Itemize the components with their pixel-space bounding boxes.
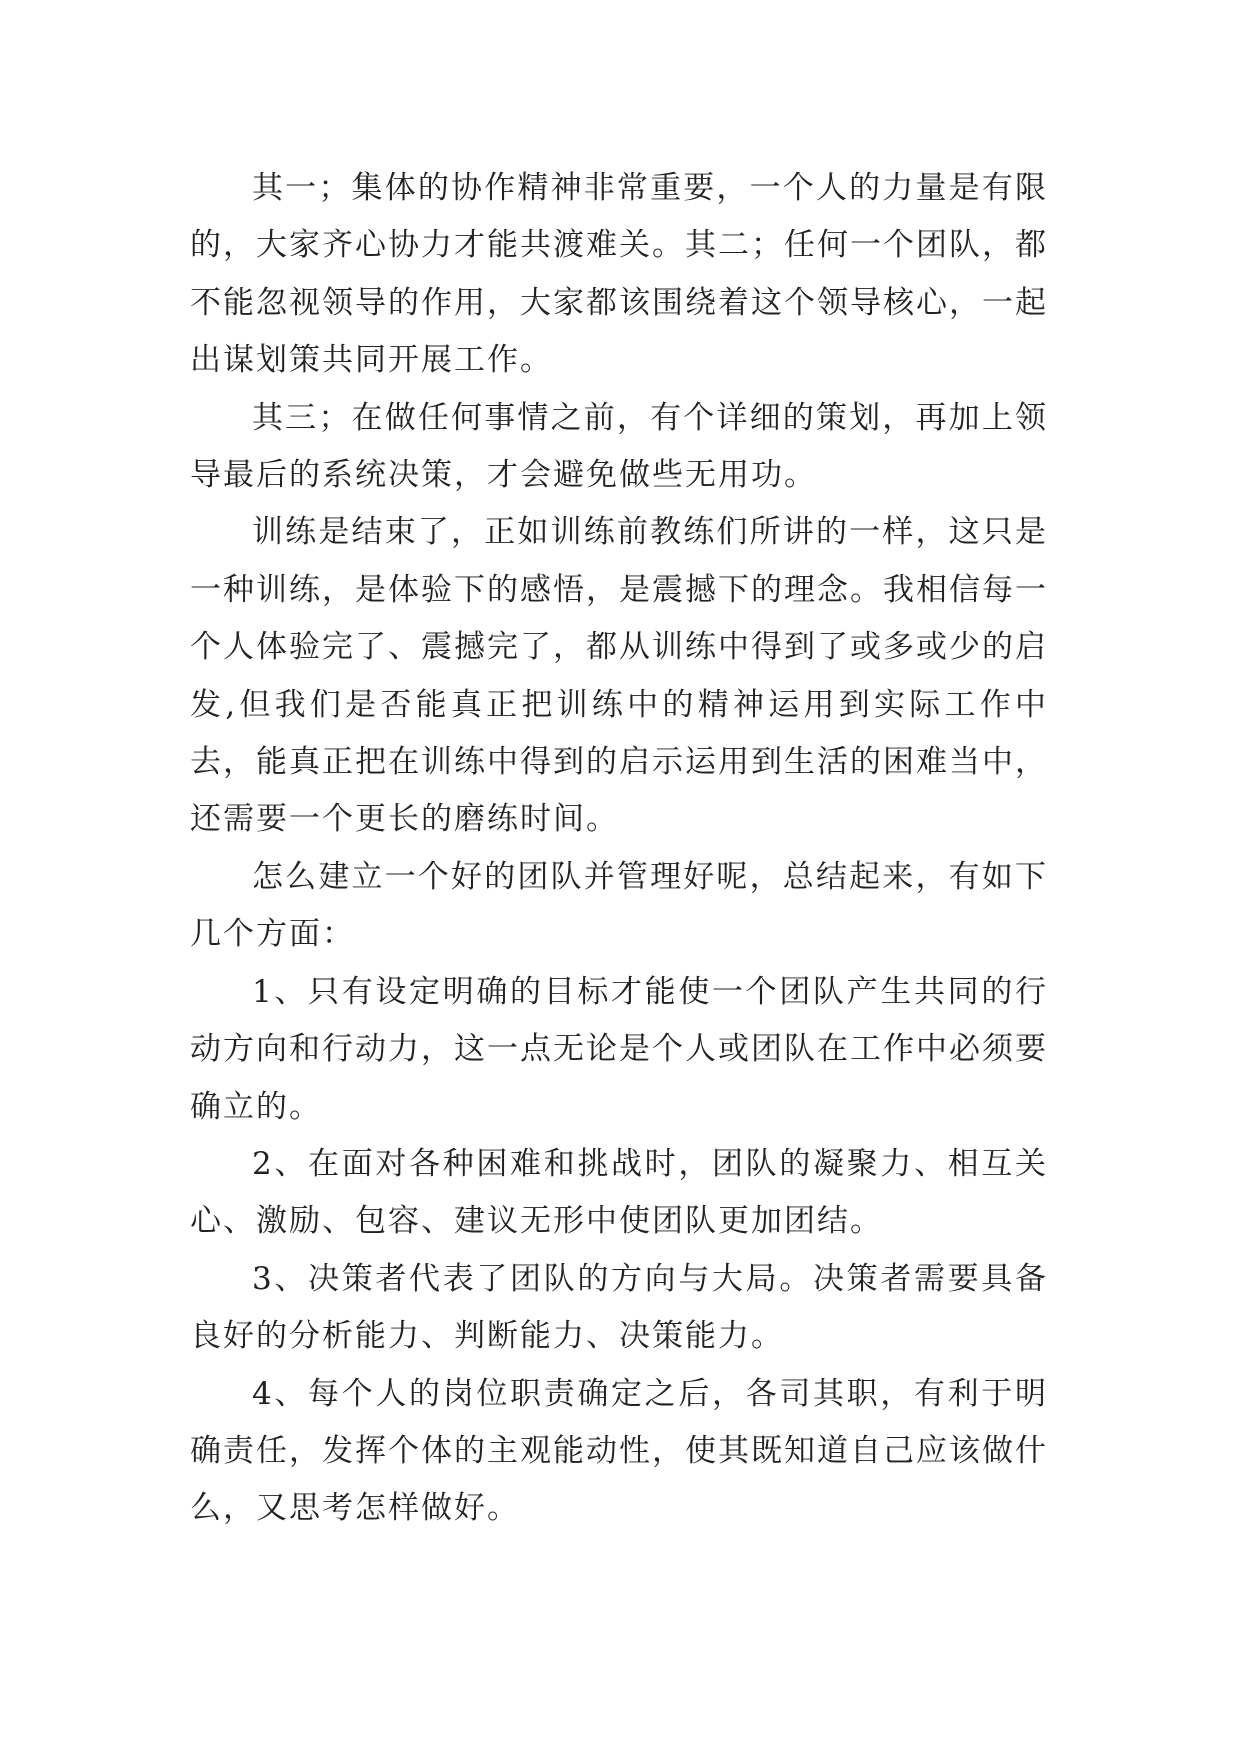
paragraph-4: 怎么建立一个好的团队并管理好呢，总结起来，有如下几个方面： bbox=[190, 858, 1048, 953]
paragraph-3: 训练是结束了，正如训练前教练们所讲的一样，这只是一种训练，是体验下的感悟，是震撼下的理念。我相信每一个人体验完了、震撼完了，都从训练中得到了或多或少的启发,但我们是否能真正把训练中的精神运用到实际工作中去，能真正把在训练中得到的启示运用到生活的困难当中，还需要一个更长的磨练时间。 bbox=[190, 514, 1048, 838]
document-body bbox=[190, 160, 1048, 1538]
paragraph-7: 3、决策者代表了团队的方向与大局。决策者需要具备良好的分析能力、判断能力、决策能力。 bbox=[190, 1260, 1048, 1355]
paragraph-6: 2、在面对各种困难和挑战时，团队的凝聚力、相互关心、激励、包容、建议无形中使团队更加团结。 bbox=[190, 1145, 1048, 1240]
paragraph-1: 其一；集体的协作精神非常重要，一个人的力量是有限的，大家齐心协力才能共渡难关。其二；任何一个团队，都不能忽视领导的作用，大家都该围绕着这个领导核心，一起出谋划策共同开展工作。 bbox=[190, 170, 1048, 379]
paragraph-5: 1、只有设定明确的目标才能使一个团队产生共同的行动方向和行动力，这一点无论是个人或团队在工作中必须要确立的。 bbox=[190, 973, 1048, 1125]
paragraph-8: 4、每个人的岗位职责确定之后，各司其职，有利于明确责任，发挥个体的主观能动性，使其既知道自己应该做什么，又思考怎样做好。 bbox=[190, 1375, 1048, 1527]
paragraph-2: 其三；在做任何事情之前，有个详细的策划，再加上领导最后的系统决策，才会避免做些无用功。 bbox=[190, 399, 1048, 494]
